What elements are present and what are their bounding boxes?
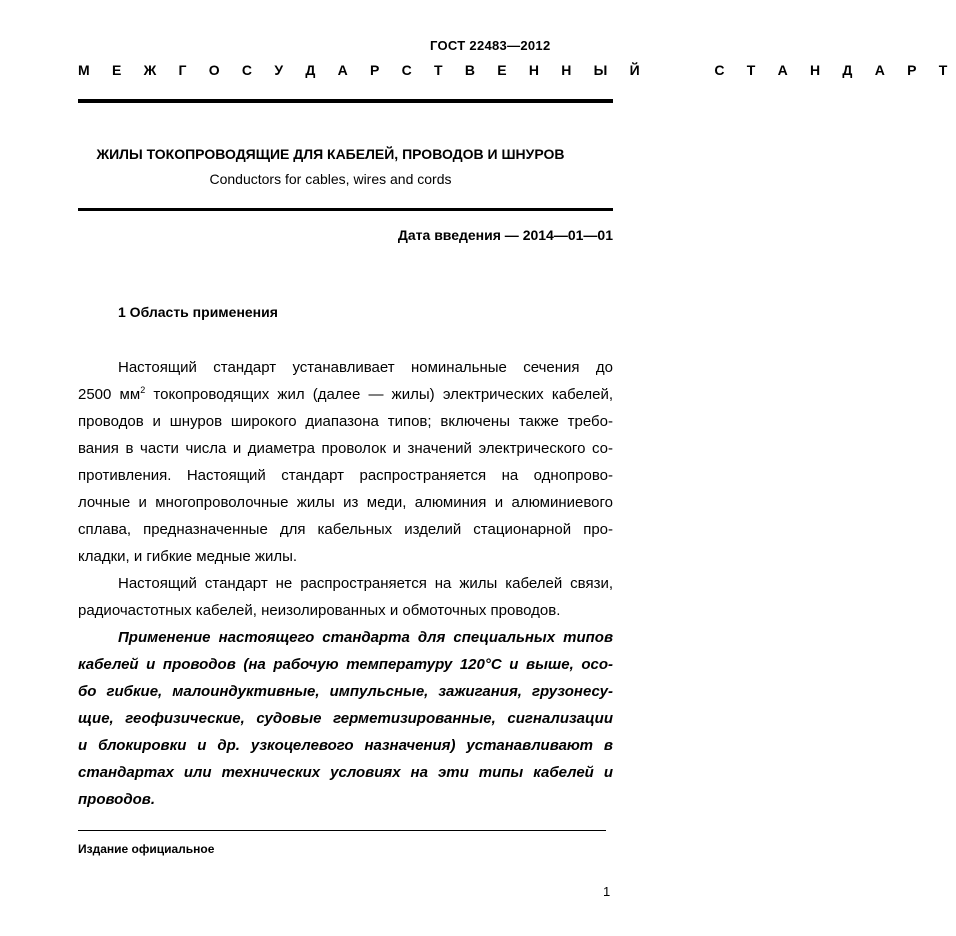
text-line: щие, геофизические, судовые герметизированные, сигнализации xyxy=(78,710,613,727)
edition-label: Издание официальное xyxy=(78,842,215,856)
text-line: и блокировки и др. узкоцелевого назначения) устанавливают в xyxy=(78,737,613,754)
text-line: проводов. xyxy=(78,791,155,808)
text-line: Применение настоящего стандарта для специальных типов xyxy=(118,629,613,646)
page-number: 1 xyxy=(603,884,611,899)
text-line: радиочастотных кабелей, неизолированных и обмоточных проводов. xyxy=(78,602,561,619)
footnote-rule xyxy=(78,830,606,831)
text-fragment: токопроводящих жил (далее — жилы) электрических кабелей, xyxy=(145,386,613,403)
standard-type-heading: М Е Ж Г О С У Д А Р С Т В Е Н Н Ы Й С Т А Н Д А Р Т xyxy=(78,62,956,78)
gost-number: ГОСТ 22483—2012 xyxy=(430,38,551,53)
superscript: 2 xyxy=(140,385,146,395)
title-rule xyxy=(78,208,613,211)
text-line: проводов и шнуров широкого диапазона типов; включены также требо- xyxy=(78,413,613,430)
document-title: ЖИЛЫ ТОКОПРОВОДЯЩИЕ ДЛЯ КАБЕЛЕЙ, ПРОВОДОВ И ШНУРОВ xyxy=(96,146,565,162)
document-title-english: Conductors for cables, wires and cords xyxy=(209,171,452,187)
section-heading: 1 Область применения xyxy=(118,304,278,320)
text-line: кабелей и проводов (на рабочую температуру 120°С и выше, осо- xyxy=(78,656,613,673)
text-line xyxy=(78,385,613,405)
top-rule xyxy=(78,99,613,103)
introduction-date: Дата введения — 2014—01—01 xyxy=(397,227,613,243)
text-line: лочные и многопроволочные жилы из меди, алюминия и алюминиевого xyxy=(78,494,613,511)
text-line: бо гибкие, малоиндуктивные, импульсные, зажигания, грузонесу- xyxy=(78,683,613,700)
text-line: сплава, предназначенные для кабельных изделий стационарной про- xyxy=(78,521,613,538)
text-fragment: 2500 мм xyxy=(78,386,141,403)
text-line: Настоящий стандарт не распространяется на жилы кабелей связи, xyxy=(118,575,613,592)
text-line: Настоящий стандарт устанавливает номинальные сечения до xyxy=(118,359,613,376)
text-line: кладки, и гибкие медные жилы. xyxy=(78,548,298,565)
text-line: стандартах или технических условиях на эти типы кабелей и xyxy=(78,764,613,781)
text-line: противления. Настоящий стандарт распространяется на однопрово- xyxy=(78,467,613,484)
text-line: вания в части числа и диаметра проволок и значений электрического со- xyxy=(78,440,613,457)
